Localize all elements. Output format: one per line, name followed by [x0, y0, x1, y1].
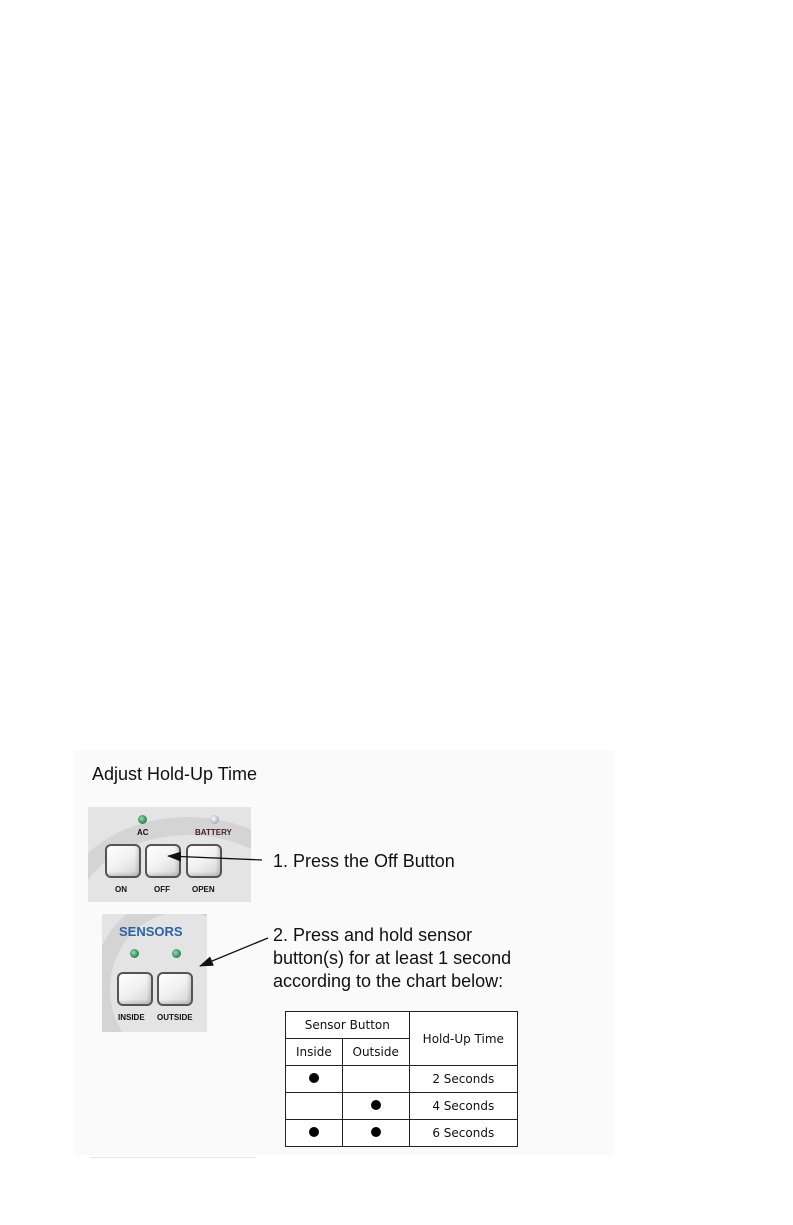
step1-arrow-icon [168, 856, 262, 860]
sensors-title: SENSORS [119, 924, 183, 939]
sensor-button-header: Sensor Button [286, 1012, 410, 1039]
step2-arrow-icon [200, 938, 268, 966]
bullet-dot-icon [309, 1073, 319, 1083]
outside-label: OUTSIDE [157, 1013, 193, 1022]
open-label: OPEN [192, 885, 215, 894]
inside-cell [286, 1093, 343, 1120]
step-1-text: 1. Press the Off Button [273, 851, 455, 871]
step-2-line-2: button(s) for at least 1 second [273, 948, 512, 968]
battery-label: BATTERY [195, 828, 232, 837]
divider [90, 1157, 256, 1158]
off-label: OFF [154, 885, 170, 894]
bullet-dot-icon [309, 1127, 319, 1137]
outside-header: Outside [342, 1039, 409, 1066]
hold-up-time-header: Hold-Up Time [409, 1012, 517, 1066]
inside-header: Inside [286, 1039, 343, 1066]
outside-cell [342, 1066, 409, 1093]
inside-cell [286, 1066, 343, 1093]
bullet-dot-icon [371, 1127, 381, 1137]
inside-cell [286, 1120, 343, 1147]
bullet-dot-icon [371, 1100, 381, 1110]
hold-up-time-cell: 6 Seconds [409, 1120, 517, 1147]
table-row [286, 1093, 518, 1120]
outside-cell [342, 1093, 409, 1120]
step-2-line-3: according to the chart below: [273, 971, 504, 991]
table-row [286, 1120, 518, 1147]
hold-up-time-cell: 4 Seconds [409, 1093, 517, 1120]
step-2-line-1: 2. Press and hold sensor [273, 925, 473, 945]
ac-label: AC [137, 828, 149, 837]
outside-cell [342, 1120, 409, 1147]
hold-up-time-cell: 2 Seconds [409, 1066, 517, 1093]
on-label: ON [115, 885, 127, 894]
hold-up-time-table [285, 1011, 518, 1147]
inside-label: INSIDE [118, 1013, 145, 1022]
figure-title: Adjust Hold-Up Time [92, 764, 258, 784]
table-row [286, 1066, 518, 1093]
